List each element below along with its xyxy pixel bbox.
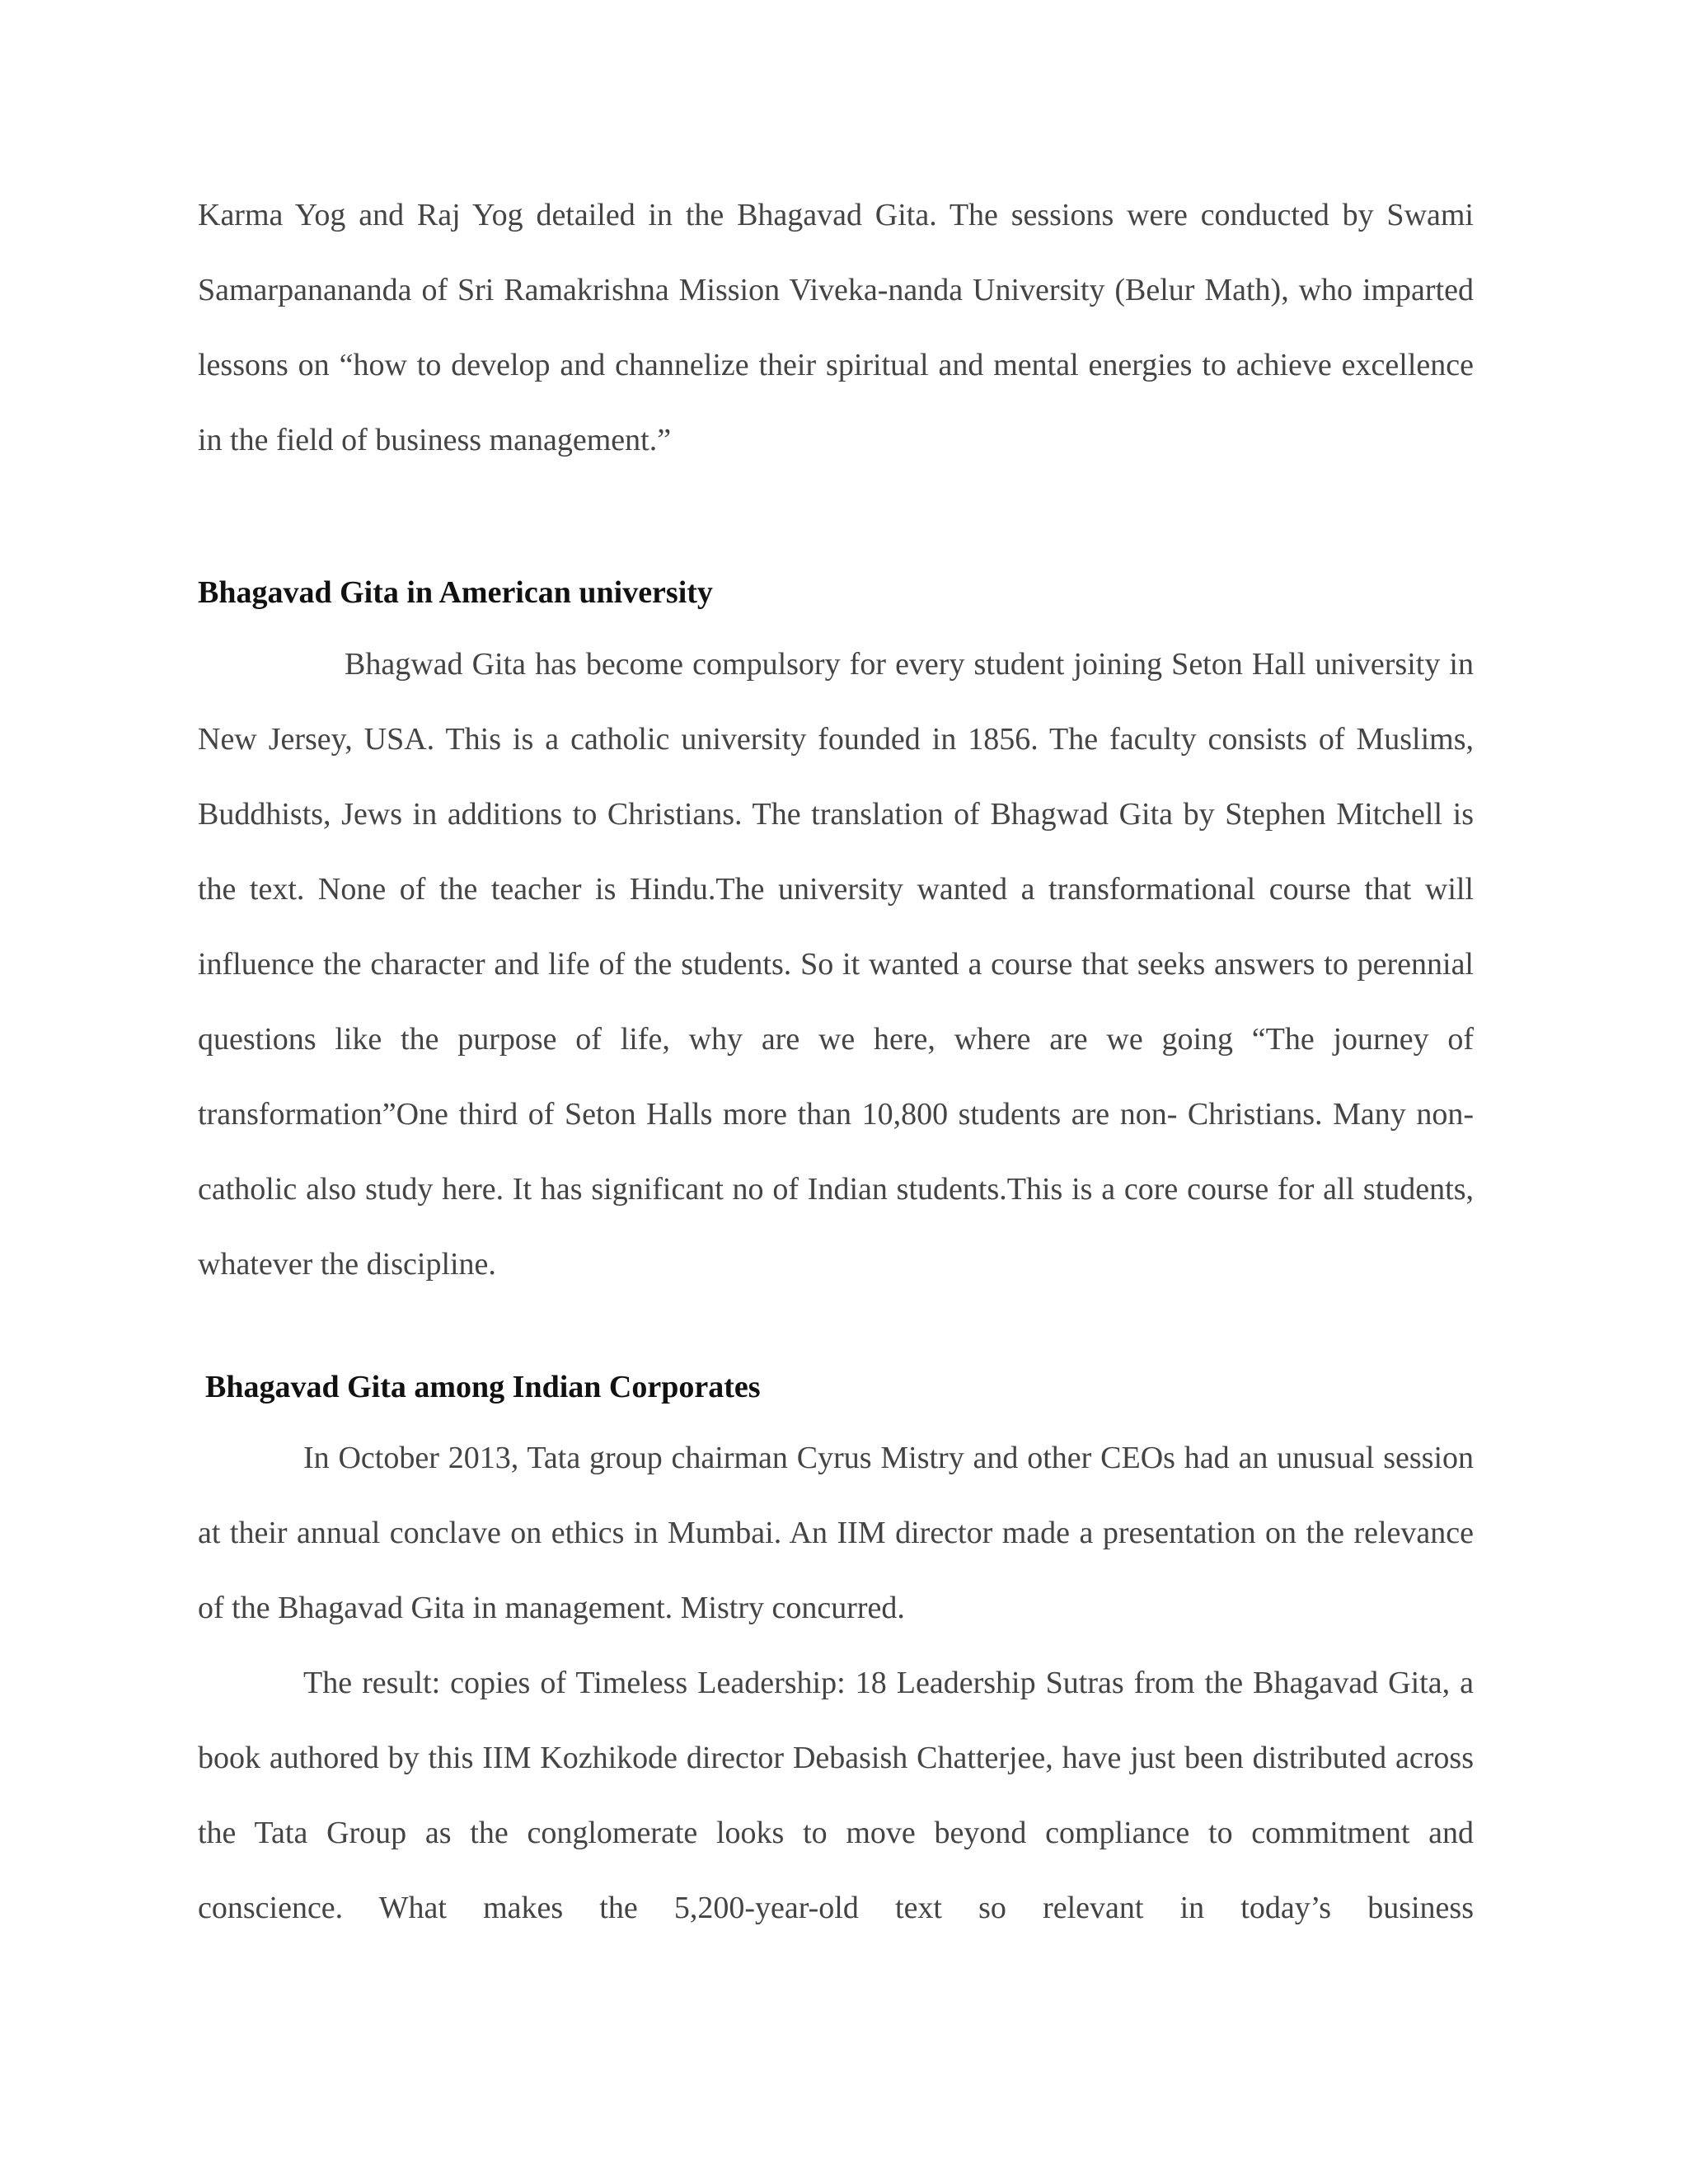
intro-text-block (198, 178, 1474, 478)
indian-corporates-paragraph-1: In October 2013, Tata group chairman Cyrus Mistry and other CEOs had an unusual session at their annual conclave on ethics in Mumbai. An IIM director made a presentation on the relevance of the Bhagavad Gita in management. Mistry concurred. (198, 1441, 1474, 1625)
indian-corporates-text-block (198, 1421, 1474, 1946)
section-heading-american-university: Bhagavad Gita in American university (198, 575, 713, 610)
american-university-paragraph: Bhagwad Gita has become compulsory for every student joining Seton Hall university in New Jersey, USA. This is a catholic university founded in 1856. The faculty consists of Muslims, Buddhists, Jews in additions to Christians. The translation of Bhagwad Gita by Stephen Mitchell is the text. None of the teacher is Hindu.The university wanted a transformational course that will influence the character and life of the students. So it wanted a course that seeks answers to perennial questions like the purpose of life, why are we here, where are we going “The journey of transformation”One third of Seton Halls more than 10,800 students are non- Christians. Many non-catholic also study here. It has significant no of Indian students.This is a core course for all students, whatever the discipline. (198, 647, 1474, 1282)
intro-paragraph: Karma Yog and Raj Yog detailed in the Bhagavad Gita. The sessions were conducted by Swami Samarpanananda of Sri Ramakrishna Mission Viveka-nanda University (Belur Math), who imparted lessons on “how to develop and channelize their spiritual and mental energies to achieve excellence in the field of business management.” (198, 198, 1474, 457)
indian-corporates-paragraph-2: The result: copies of Timeless Leadership: 18 Leadership Sutras from the Bhagavad Gita, a book authored by this IIM Kozhikode director Debasish Chatterjee, have just been distributed across the Tata Group as the conglomerate looks to move beyond compliance to commitment and conscience. What makes the 5,200-year-old text so relevant in today’s business (198, 1666, 1474, 1925)
american-university-text-block (198, 627, 1474, 1302)
section-heading-indian-corporates: Bhagavad Gita among Indian Corporates (205, 1370, 761, 1404)
